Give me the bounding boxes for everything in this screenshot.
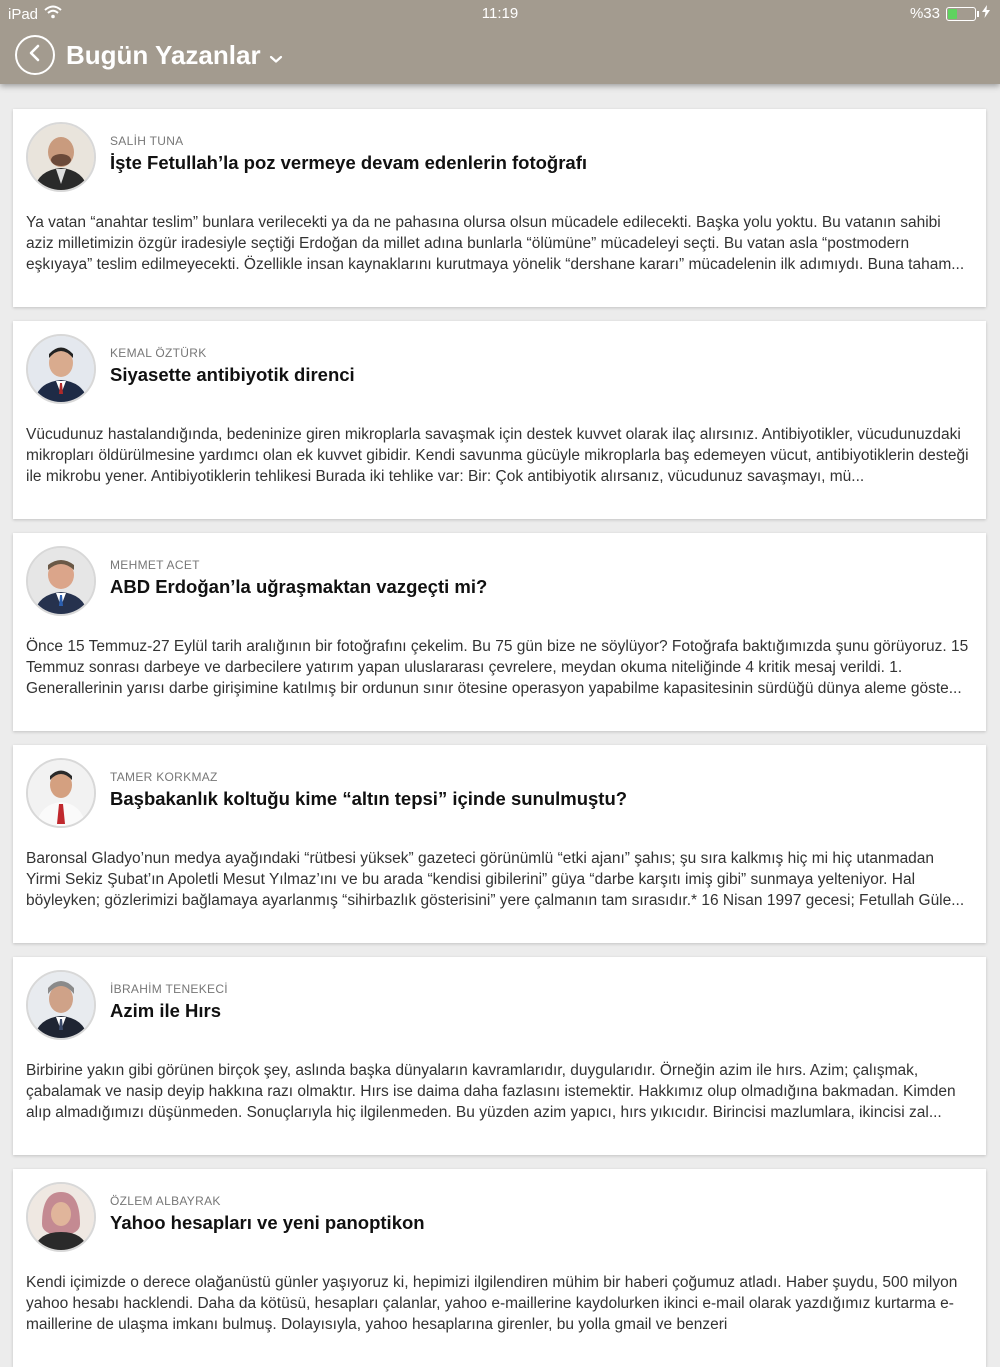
author-name: SALİH TUNA	[110, 134, 184, 148]
author-name: MEHMET ACET	[110, 558, 200, 572]
author-avatar	[26, 758, 96, 828]
article-excerpt: Baronsal Gladyo’nun medya ayağındaki “rütbesi yüksek” gazeteci görünümlü “etki ajanı” şahıs; şu sıra kalkmış hiç mi hiç utanmadan Yirmi Sekiz Şubat’ın Apoletli Mesut Yılmaz’ını ve bu arada “kendisi gibilerini” güya “darbe karşıtı imiş gibi” sunmaya yelteniyor. Hal böyleyken; gözlerimizi bağlamaya ayarlanmış “sihirbazlık gösterisini” yere çalmanın tam sırasıdır.* 16 Nisan 1997 gecesi; Fetullah Güle...	[26, 850, 965, 909]
article-excerpt: Ya vatan “anahtar teslim” bunlara verilecekti ya da ne pahasına olursa olsun mücadele edilecekti. Başka yolu yoktu. Bu vatanın sahibi aziz milletimizin özgür iradesiyle seçtiği Erdoğan da millet adına bunlarla “ölümüne” mücadeleyi seçti. Bu vatan asla “postmodern eşkıyaya” teslim edilmeyecekti. Özellikle insan kaynaklarını kurutmaya yönelik “dershane kararı” mücadelenin ilk adımıydı. Buna taham...	[26, 214, 965, 273]
article-card[interactable]	[13, 1169, 986, 1367]
author-avatar	[26, 334, 96, 404]
top-bar	[0, 0, 1000, 84]
article-excerpt: Önce 15 Temmuz-27 Eylül tarih aralığının bir fotoğrafını çekelim. Bu 75 gün bize ne söylüyor? Fotoğrafa baktığımızda şunu görüyoruz. 15 Temmuz sonrası darbeye ve darbecilere yatırım yapan uluslararası çevrelere, meydan okuma niteliğinde 4 kritik mesaj verildi. 1. Generallerinin yarısı darbe girişimine katılmış bir ordunun sınır ötesine operasyon yapabilme kapasitesinin sürdüğü dünya aleme göste...	[26, 638, 969, 697]
device-name: iPad	[8, 5, 39, 23]
article-title[interactable]: Başbakanlık koltuğu kime “altın tepsi” içinde sunulmuştu?	[110, 788, 628, 809]
article-card[interactable]	[13, 745, 986, 943]
article-title[interactable]: Azim ile Hırs	[110, 1000, 222, 1021]
article-card[interactable]	[13, 109, 986, 307]
author-name: İBRAHİM TENEKECİ	[110, 982, 228, 996]
author-name: ÖZLEM ALBAYRAK	[110, 1194, 221, 1208]
back-button[interactable]	[15, 35, 55, 75]
article-excerpt: Birbirine yakın gibi görünen birçok şey, aslında başka dünyaların kavramlarıdır, duygularıdır. Örneğin azim ile hırs. Azim; çalışmak, çabalamak ve nasip deyip hakkına razı olmaktır. Hırs ise daima daha fazlasını istemektir. Hakkımız olup olmadığına bakmadan. Kimden alıp almadığımızı düşünmeden. Sonuçlarıyla hiç ilgilenmeden. Bu yüzden azim yapıcı, hırs yıkıcıdır. Birincisi mazlumlara, ikincisi zal...	[26, 1062, 956, 1121]
author-avatar	[26, 1182, 96, 1252]
article-title[interactable]: Siyasette antibiyotik direnci	[110, 364, 355, 385]
article-title[interactable]: Yahoo hesapları ve yeni panoptikon	[110, 1212, 425, 1233]
battery-percent: %33	[909, 5, 940, 22]
charging-icon	[982, 5, 990, 22]
status-bar	[0, 0, 1000, 28]
author-name: TAMER KORKMAZ	[110, 770, 218, 784]
battery-level	[948, 9, 957, 19]
status-time: 11:19	[481, 5, 519, 22]
author-avatar	[26, 970, 96, 1040]
article-card[interactable]	[13, 321, 986, 519]
section-selector[interactable]	[66, 40, 283, 71]
battery-icon	[946, 7, 976, 21]
chevron-down-icon	[269, 40, 283, 71]
nav-row	[0, 30, 283, 80]
article-card[interactable]	[13, 533, 986, 731]
article-title[interactable]: ABD Erdoğan’la uğraşmaktan vazgeçti mi?	[110, 576, 488, 597]
author-avatar	[26, 546, 96, 616]
back-chevron-icon	[27, 43, 43, 68]
article-excerpt: Kendi içimizde o derece olağanüstü günler yaşıyoruz ki, hepimizi ilgilendiren mühim bir haberi çoğumuz atladı. Haber şuydu, 500 milyon yahoo hesabı hacklendi. Daha da kötüsü, hesapları çalanlar, yahoo e-maillerine kaydolurken ikinci e-mail olarak yazdığımız kurtarma e-maillerine de ulaşma imkanı bulmuş. Dolayısıyla, yahoo hesaplarına girenler, bu yolla gmail ve benzeri	[26, 1274, 958, 1333]
status-right	[910, 5, 990, 22]
article-title[interactable]: İşte Fetullah’la poz vermeye devam edenlerin fotoğrafı	[110, 152, 588, 173]
article-card[interactable]	[13, 957, 986, 1155]
article-excerpt: Vücudunuz hastalandığında, bedeninize giren mikroplarla savaşmak için destek kuvvet olarak ilaç alırsınız. Antibiyotikler, vücudunuzdaki mikropları öldürülmesine yardımcı olan ek kuvvet gibidir. Kendi savunma gücüyle mikroplarla baş edemeyen vücut, antibiyotiklerin desteği ile mikrobu yener. Antibiyotiklerin tehlikesi Burada iki tehlike var: Bir: Çok antibiyotik alırsanız, vücudunuz savaşmayı, mü...	[26, 426, 969, 485]
page-title: Bugün Yazanlar	[66, 39, 261, 70]
author-avatar	[26, 122, 96, 192]
author-name: KEMAL ÖZTÜRK	[110, 346, 207, 360]
